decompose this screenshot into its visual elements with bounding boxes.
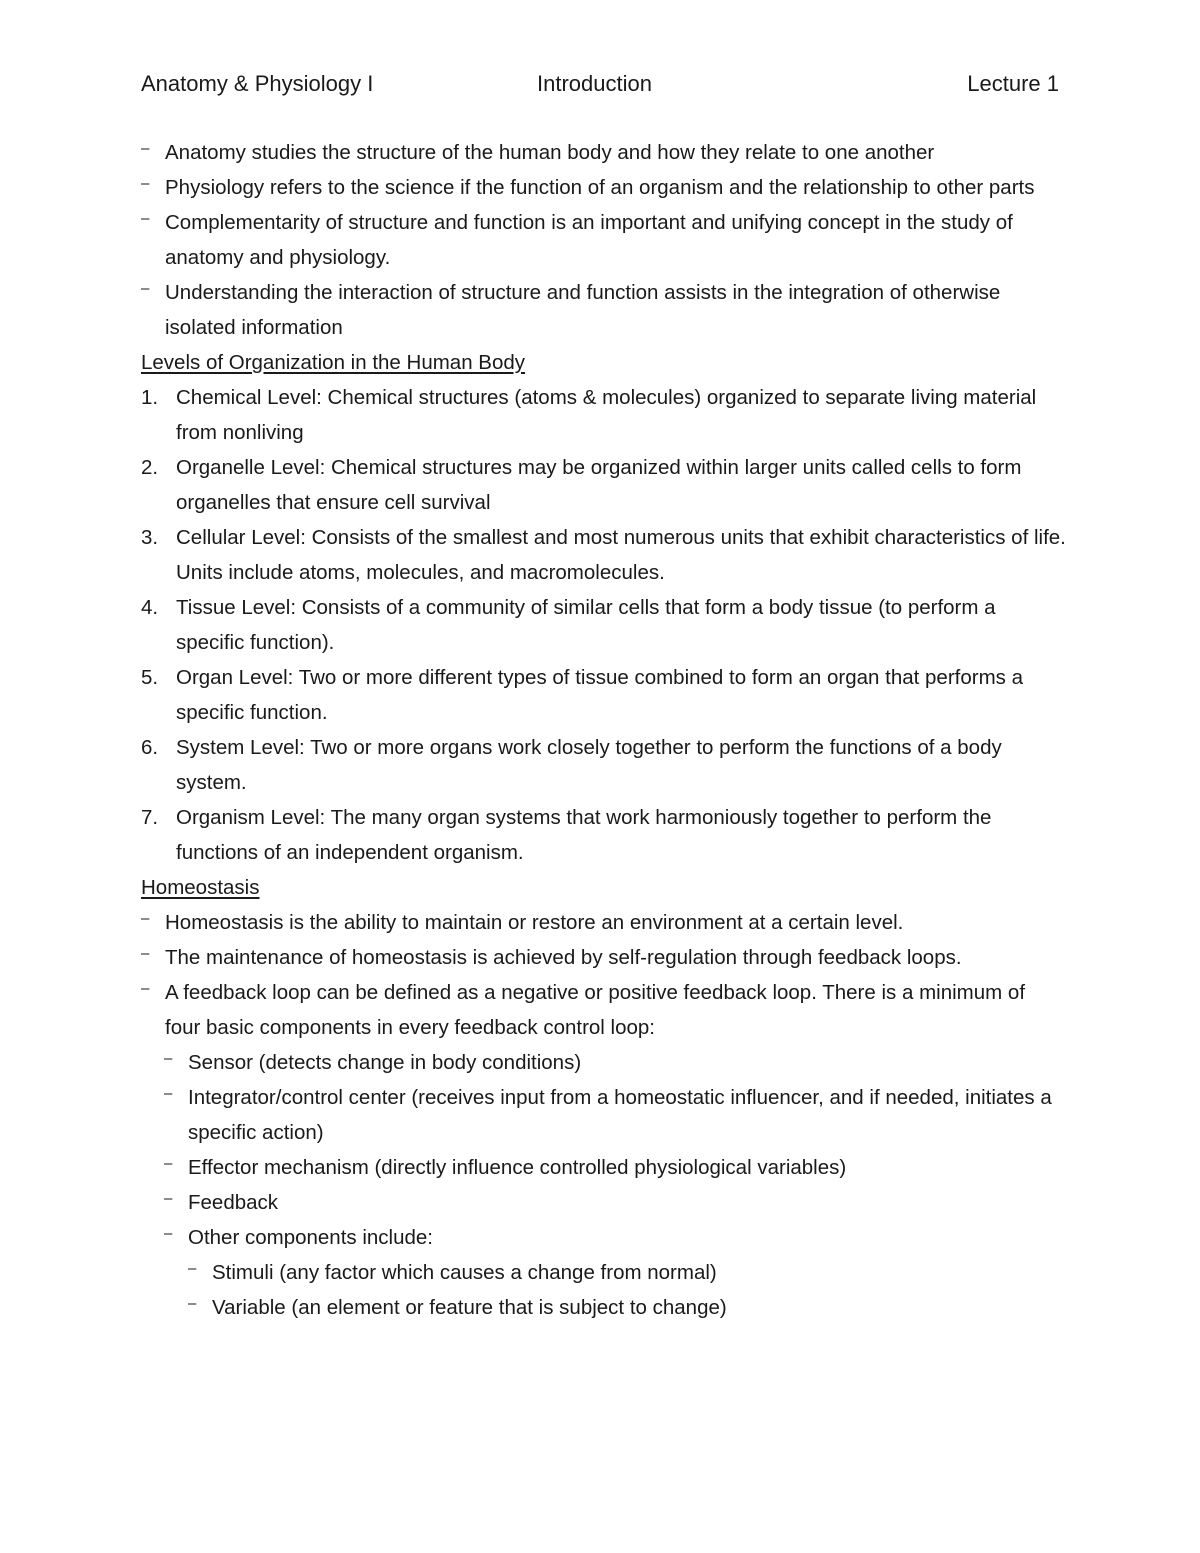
other-component-bullet xyxy=(188,1255,1066,1290)
level-item xyxy=(141,730,1066,800)
list-number: 1. xyxy=(141,386,159,409)
level-text: Tissue Level: Consists of a community of similar cells that form a body tissue (to perform a specific function). xyxy=(176,596,996,654)
homeostasis-bullet xyxy=(141,905,1066,940)
level-item xyxy=(141,660,1066,730)
bullet-text: Other components include: xyxy=(188,1226,433,1249)
topic-title: Introduction xyxy=(537,71,652,96)
bullet-text: Stimuli (any factor which causes a change from normal) xyxy=(212,1261,717,1284)
level-text: Cellular Level: Consists of the smallest and most numerous units that exhibit characteristics of life. Units include atoms, molecules, and macromolecules. xyxy=(176,526,1066,584)
component-bullet xyxy=(164,1150,1066,1185)
intro-bullet xyxy=(141,205,1066,275)
level-item xyxy=(141,520,1066,590)
level-item xyxy=(141,380,1066,450)
component-bullet xyxy=(164,1185,1066,1220)
bullet-text: Physiology refers to the science if the function of an organism and the relationship to other parts xyxy=(165,176,1035,199)
dash-bullet-icon: – xyxy=(164,1190,173,1207)
level-text: Organism Level: The many organ systems that work harmoniously together to perform the functions of an independent organism. xyxy=(176,806,992,864)
list-number: 5. xyxy=(141,666,159,689)
bullet-text: Variable (an element or feature that is subject to change) xyxy=(212,1296,727,1319)
homeostasis-bullet xyxy=(141,940,1066,975)
dash-bullet-icon: – xyxy=(141,980,150,997)
dash-bullet-icon: – xyxy=(141,210,150,227)
course-title: Anatomy & Physiology I xyxy=(141,71,374,96)
list-number: 3. xyxy=(141,526,159,549)
level-text: Chemical Level: Chemical structures (atoms & molecules) organized to separate living material from nonliving xyxy=(176,386,1037,444)
bullet-text: Integrator/control center (receives input from a homeostatic influencer, and if needed, initiates a specific action) xyxy=(188,1086,1052,1144)
dash-bullet-icon: – xyxy=(188,1260,197,1277)
list-number: 4. xyxy=(141,596,159,619)
dash-bullet-icon: – xyxy=(164,1050,173,1067)
dash-bullet-icon: – xyxy=(141,280,150,297)
bullet-text: Complementarity of structure and function is an important and unifying concept in the study of anatomy and physiology. xyxy=(165,211,1013,269)
dash-bullet-icon: – xyxy=(141,910,150,927)
bullet-text: A feedback loop can be defined as a negative or positive feedback loop. There is a minimum of four basic components in every feedback control loop: xyxy=(165,981,1026,1039)
dash-bullet-icon: – xyxy=(164,1085,173,1102)
dash-bullet-icon: – xyxy=(164,1155,173,1172)
intro-bullet xyxy=(141,170,1066,205)
component-bullet xyxy=(164,1045,1066,1080)
bullet-text: Anatomy studies the structure of the human body and how they relate to one another xyxy=(165,141,935,164)
dash-bullet-icon: – xyxy=(141,140,150,157)
bullet-text: Sensor (detects change in body conditions) xyxy=(188,1051,582,1074)
page-header xyxy=(141,66,1059,102)
dash-bullet-icon: – xyxy=(188,1295,197,1312)
document-body xyxy=(141,135,1066,1325)
bullet-text: The maintenance of homeostasis is achieved by self-regulation through feedback loops. xyxy=(165,946,962,969)
bullet-text: Homeostasis is the ability to maintain or restore an environment at a certain level. xyxy=(165,911,904,934)
other-component-bullet xyxy=(188,1290,1066,1325)
component-bullet xyxy=(164,1220,1066,1255)
bullet-text: Feedback xyxy=(188,1191,279,1214)
bullet-text: Understanding the interaction of structure and function assists in the integration of otherwise isolated information xyxy=(165,281,1001,339)
homeostasis-heading: Homeostasis xyxy=(141,876,260,899)
level-text: Organelle Level: Chemical structures may be organized within larger units called cells to form organelles that ensure cell survival xyxy=(176,456,1022,514)
level-item xyxy=(141,800,1066,870)
dash-bullet-icon: – xyxy=(141,175,150,192)
lecture-label: Lecture 1 xyxy=(967,71,1059,96)
dash-bullet-icon: – xyxy=(164,1225,173,1242)
list-number: 7. xyxy=(141,806,159,829)
level-item xyxy=(141,450,1066,520)
component-bullet xyxy=(164,1080,1066,1150)
homeostasis-bullet xyxy=(141,975,1066,1045)
intro-bullet xyxy=(141,135,1066,170)
levels-heading: Levels of Organization in the Human Body xyxy=(141,351,526,374)
bullet-text: Effector mechanism (directly influence controlled physiological variables) xyxy=(188,1156,847,1179)
list-number: 6. xyxy=(141,736,159,759)
level-text: System Level: Two or more organs work closely together to perform the functions of a body system. xyxy=(176,736,1002,794)
list-number: 2. xyxy=(141,456,159,479)
dash-bullet-icon: – xyxy=(141,945,150,962)
level-text: Organ Level: Two or more different types of tissue combined to form an organ that performs a specific function. xyxy=(176,666,1024,724)
level-item xyxy=(141,590,1066,660)
intro-bullet xyxy=(141,275,1066,345)
